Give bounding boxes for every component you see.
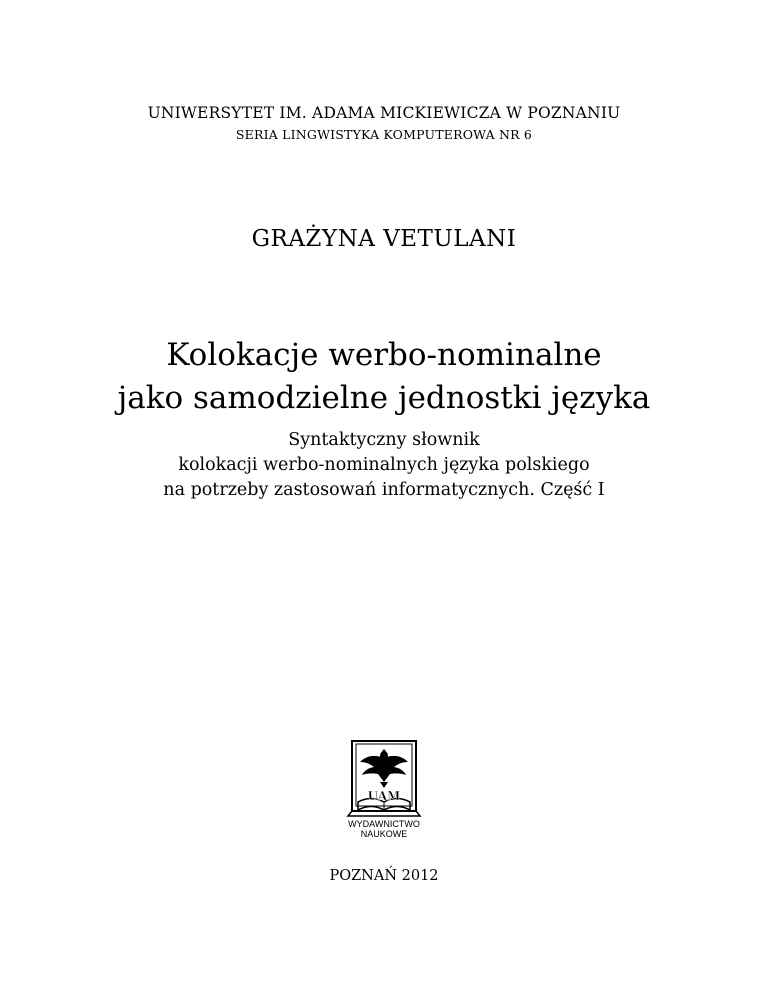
logo-mark: UAM	[367, 789, 401, 803]
author-name: GRAŻYNA VETULANI	[251, 226, 517, 252]
logo-line-1: WYDAWNICTWO	[348, 819, 420, 829]
book-subtitle-line-3: na potrzeby zastosowań informatycznych. Część I	[163, 480, 605, 500]
university-name: UNIWERSYTET IM. ADAMA MICKIEWICZA W POZNANIU	[147, 104, 621, 122]
book-subtitle	[0, 428, 768, 503]
imprint: POZNAŃ 2012	[329, 868, 439, 884]
book-subtitle-line-1: Syntaktyczny słownik	[288, 430, 480, 450]
logo-line-2: NAUKOWE	[360, 829, 408, 839]
uam-eagle-book-logo-icon	[344, 740, 424, 840]
series-name: SERIA LINGWISTYKA KOMPUTEROWA NR 6	[235, 127, 533, 142]
book-title-line-2: jako samodzielne jednostki języka	[117, 380, 651, 416]
book-title-line-1: Kolokacje werbo-nominalne	[166, 337, 602, 373]
book-subtitle-line-2: kolokacji werbo-nominalnych języka polskiego	[178, 455, 590, 475]
book-title	[0, 334, 768, 420]
